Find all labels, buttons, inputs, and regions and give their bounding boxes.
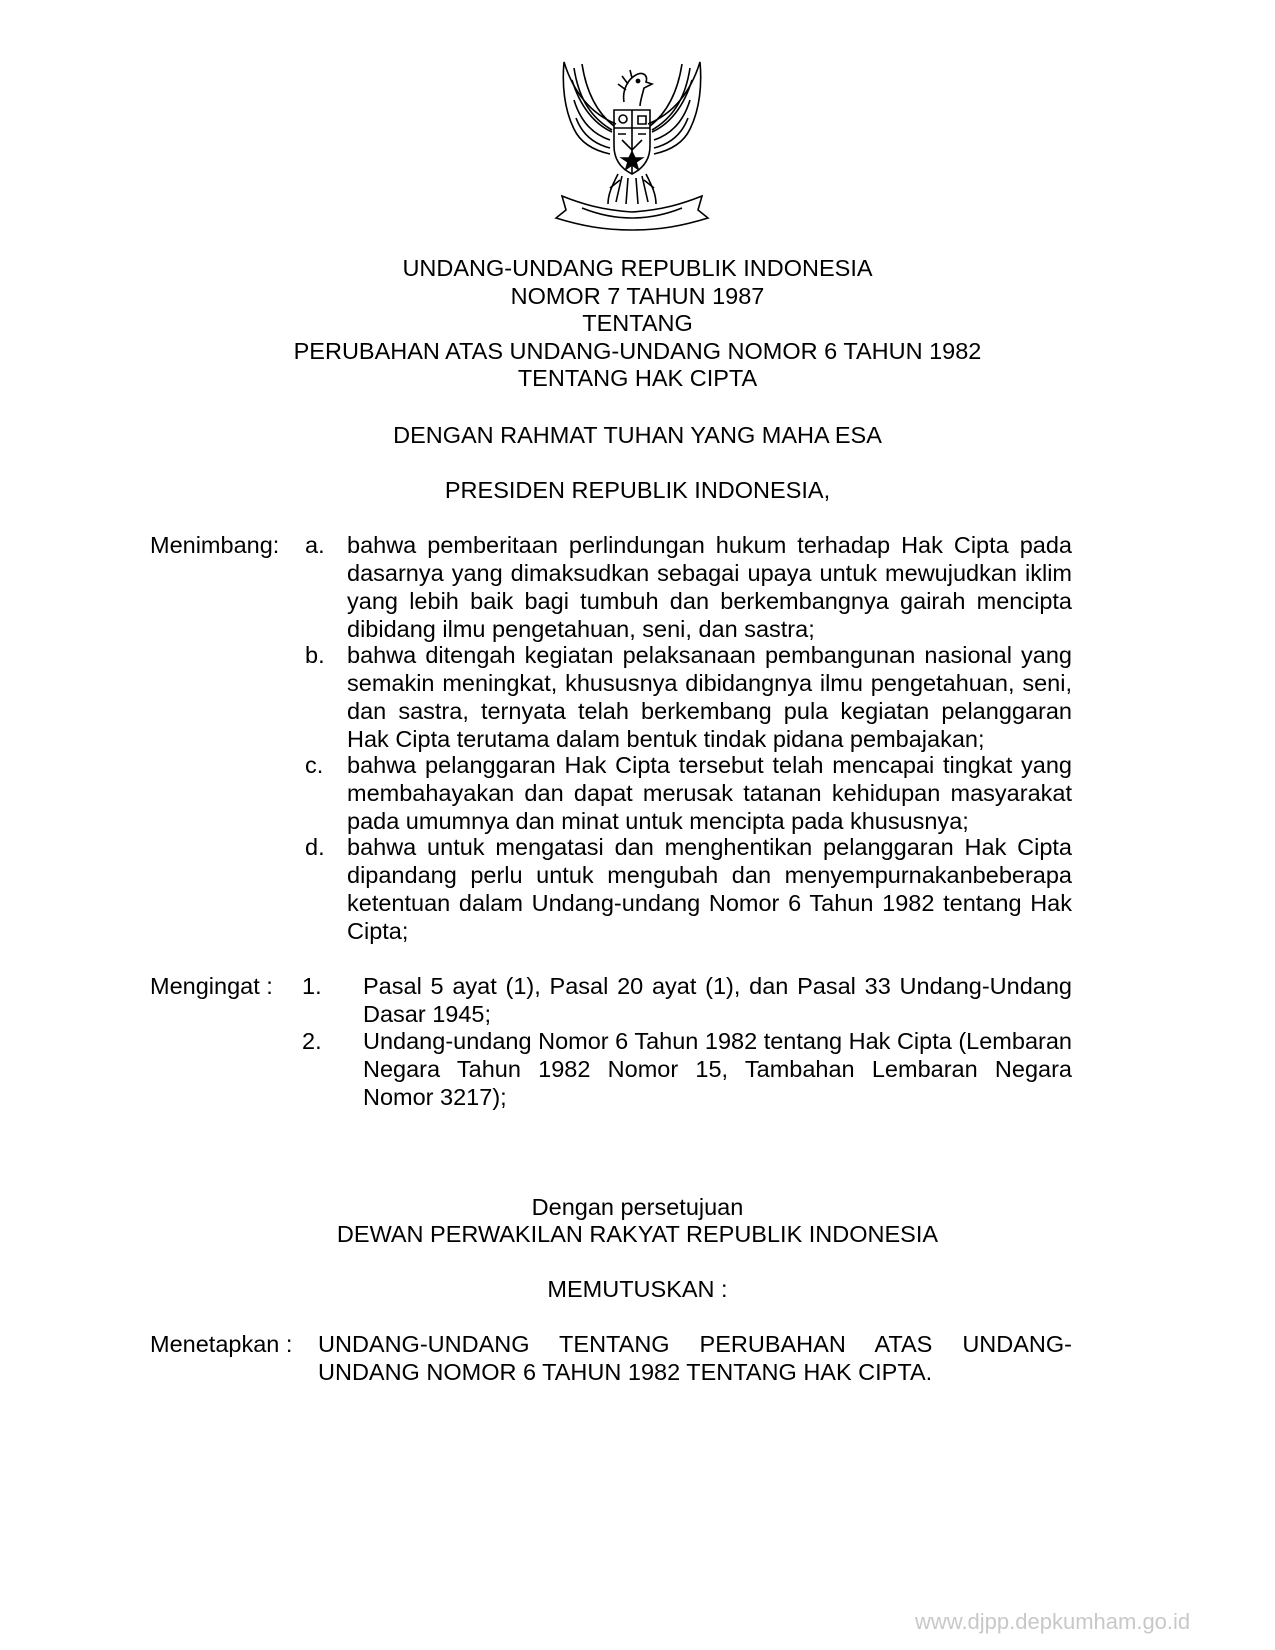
mengingat-item-2: Undang-undang Nomor 6 Tahun 1982 tentang Hak Cipta (Lembaran Negara Tahun 1982 Nomor 15, Tambahan Lembaran Negara Nomor 3217); <box>363 1028 1072 1110</box>
menimbang-label: Menimbang: <box>150 532 280 558</box>
presiden-heading: PRESIDEN REPUBLIK INDONESIA, <box>444 477 831 503</box>
mengingat-item-1: Pasal 5 ayat (1), Pasal 20 ayat (1), dan Pasal 33 Undang-Undang Dasar 1945; <box>363 973 1072 1027</box>
menimbang-item-d: bahwa untuk mengatasi dan menghentikan pelanggaran Hak Cipta dipandang perlu untuk mengubah dan menyempurnakanbeberapa ketentuan dalam Undang-undang Nomor 6 Tahun 1982 tentang Hak Cipta; <box>347 834 1072 944</box>
menimbang-marker-c: c. <box>305 752 324 778</box>
mengingat-marker-1: 1. <box>302 973 322 999</box>
dpr-line: DEWAN PERWAKILAN RAKYAT REPUBLIK INDONESIA <box>336 1221 939 1247</box>
menimbang-marker-b: b. <box>305 642 325 668</box>
menimbang-item-b: bahwa ditengah kegiatan pelaksanaan pembangunan nasional yang semakin meningkat, khususnya dibidangnya ilmu pengetahuan, seni, dan sastra, ternyata telah berkembang pula kegiatan pelanggaran Hak Cipta terutama dalam bentuk tindak pidana pembajakan; <box>347 642 1072 752</box>
mengingat-label: Mengingat : <box>150 973 273 999</box>
law-number: NOMOR 7 TAHUN 1987 <box>510 283 765 309</box>
menetapkan-label: Menetapkan : <box>150 1331 293 1357</box>
law-title: UNDANG-UNDANG REPUBLIK INDONESIA <box>402 255 873 281</box>
watermark: www.djpp.depkumham.go.id <box>915 1609 1191 1634</box>
menimbang-marker-d: d. <box>305 834 325 860</box>
menimbang-item-c: bahwa pelanggaran Hak Cipta tersebut telah mencapai tingkat yang membahayakan dan dapat merusak tatanan kehidupan masyarakat pada umumnya dan minat untuk mencipta pada khususnya; <box>347 752 1072 834</box>
menetapkan-text: UNDANG-UNDANG TENTANG PERUBAHAN ATAS UNDANG-UNDANG NOMOR 6 TAHUN 1982 TENTANG HAK CIPTA. <box>318 1331 1072 1385</box>
menimbang-item-a: bahwa pemberitaan perlindungan hukum terhadap Hak Cipta pada dasarnya yang dimaksudkan sebagai upaya untuk mewujudkan iklim yang lebih baik bagi tumbuh dan berkembangnya gairah mencipta dibidang ilmu pengetahuan, seni, dan sastra; <box>347 532 1072 642</box>
law-subject-2: TENTANG HAK CIPTA <box>517 365 758 391</box>
memutuskan-heading: MEMUTUSKAN : <box>547 1276 728 1302</box>
law-subject: PERUBAHAN ATAS UNDANG-UNDANG NOMOR 6 TAHUN 1982 <box>293 338 982 364</box>
rahmat-heading: DENGAN RAHMAT TUHAN YANG MAHA ESA <box>393 422 882 448</box>
garuda-emblem <box>552 54 712 236</box>
law-tentang: TENTANG <box>582 310 693 336</box>
mengingat-marker-2: 2. <box>302 1028 322 1054</box>
menimbang-marker-a: a. <box>305 532 325 558</box>
persetujuan-line: Dengan persetujuan <box>531 1194 744 1220</box>
